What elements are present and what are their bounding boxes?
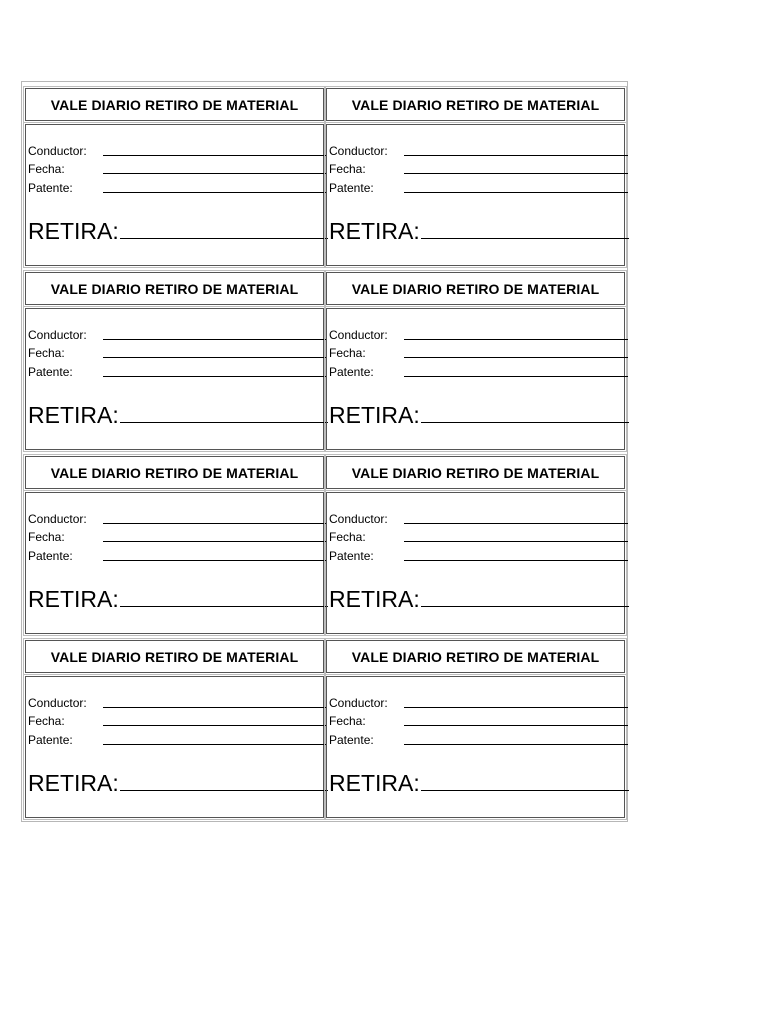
- date-label: Fecha:: [329, 530, 366, 544]
- plate-label: Patente:: [329, 733, 374, 747]
- retira-field: [329, 217, 629, 245]
- voucher-body: [25, 492, 324, 634]
- voucher-card: [325, 84, 627, 268]
- plate-label: Patente:: [28, 181, 73, 195]
- voucher-body: [25, 308, 324, 450]
- voucher-title: VALE DIARIO RETIRO DE MATERIAL: [326, 456, 625, 489]
- driver-line[interactable]: [404, 155, 628, 156]
- plate-line[interactable]: [404, 560, 628, 561]
- retira-line[interactable]: [120, 605, 328, 607]
- plate-label: Patente:: [28, 549, 73, 563]
- plate-label: Patente:: [28, 365, 73, 379]
- date-line[interactable]: [103, 173, 327, 174]
- retira-field: [28, 585, 328, 613]
- retira-label: RETIRA:: [28, 770, 119, 796]
- retira-line[interactable]: [421, 421, 629, 423]
- driver-line[interactable]: [404, 339, 628, 340]
- voucher-title: VALE DIARIO RETIRO DE MATERIAL: [25, 640, 324, 673]
- driver-label: Conductor:: [28, 696, 87, 710]
- voucher-card: [325, 268, 627, 452]
- plate-label: Patente:: [329, 549, 374, 563]
- plate-label: Patente:: [329, 181, 374, 195]
- driver-label: Conductor:: [28, 328, 87, 342]
- voucher-body: [25, 676, 324, 818]
- date-line[interactable]: [404, 725, 628, 726]
- retira-field: [28, 401, 328, 429]
- retira-line[interactable]: [120, 237, 328, 239]
- date-label: Fecha:: [329, 346, 366, 360]
- voucher-card: [325, 452, 627, 636]
- driver-line[interactable]: [404, 523, 628, 524]
- plate-line[interactable]: [103, 560, 327, 561]
- date-line[interactable]: [404, 541, 628, 542]
- driver-line[interactable]: [103, 155, 327, 156]
- voucher-card: [24, 636, 326, 820]
- retira-field: [329, 769, 629, 797]
- retira-field: [329, 401, 629, 429]
- plate-line[interactable]: [103, 376, 327, 377]
- date-label: Fecha:: [28, 530, 65, 544]
- date-line[interactable]: [103, 541, 327, 542]
- plate-line[interactable]: [404, 192, 628, 193]
- retira-label: RETIRA:: [28, 218, 119, 244]
- voucher-body: [25, 124, 324, 266]
- retira-field: [28, 217, 328, 245]
- voucher-card: [24, 84, 326, 268]
- driver-label: Conductor:: [329, 696, 388, 710]
- voucher-title: VALE DIARIO RETIRO DE MATERIAL: [326, 640, 625, 673]
- voucher-body: [326, 492, 625, 634]
- voucher-title: VALE DIARIO RETIRO DE MATERIAL: [25, 456, 324, 489]
- plate-label: Patente:: [329, 365, 374, 379]
- driver-label: Conductor:: [329, 328, 388, 342]
- voucher-sheet: [21, 81, 628, 822]
- date-label: Fecha:: [28, 714, 65, 728]
- retira-label: RETIRA:: [28, 586, 119, 612]
- retira-line[interactable]: [120, 789, 328, 791]
- voucher-card: [24, 268, 326, 452]
- retira-field: [329, 585, 629, 613]
- voucher-card: [24, 452, 326, 636]
- retira-label: RETIRA:: [329, 586, 420, 612]
- voucher-body: [326, 676, 625, 818]
- voucher-body: [326, 308, 625, 450]
- driver-line[interactable]: [103, 707, 327, 708]
- voucher-card: [325, 636, 627, 820]
- retira-label: RETIRA:: [329, 402, 420, 428]
- driver-line[interactable]: [404, 707, 628, 708]
- date-label: Fecha:: [329, 162, 366, 176]
- retira-label: RETIRA:: [329, 218, 420, 244]
- date-line[interactable]: [103, 357, 327, 358]
- voucher-title: VALE DIARIO RETIRO DE MATERIAL: [326, 88, 625, 121]
- plate-line[interactable]: [103, 744, 327, 745]
- date-line[interactable]: [404, 173, 628, 174]
- plate-line[interactable]: [103, 192, 327, 193]
- date-line[interactable]: [103, 725, 327, 726]
- voucher-body: [326, 124, 625, 266]
- date-line[interactable]: [404, 357, 628, 358]
- plate-line[interactable]: [404, 744, 628, 745]
- retira-label: RETIRA:: [329, 770, 420, 796]
- voucher-title: VALE DIARIO RETIRO DE MATERIAL: [326, 272, 625, 305]
- date-label: Fecha:: [28, 346, 65, 360]
- driver-line[interactable]: [103, 339, 327, 340]
- voucher-title: VALE DIARIO RETIRO DE MATERIAL: [25, 272, 324, 305]
- retira-label: RETIRA:: [28, 402, 119, 428]
- driver-label: Conductor:: [28, 144, 87, 158]
- retira-line[interactable]: [421, 605, 629, 607]
- retira-line[interactable]: [120, 421, 328, 423]
- driver-label: Conductor:: [329, 512, 388, 526]
- plate-label: Patente:: [28, 733, 73, 747]
- retira-line[interactable]: [421, 789, 629, 791]
- driver-label: Conductor:: [329, 144, 388, 158]
- voucher-title: VALE DIARIO RETIRO DE MATERIAL: [25, 88, 324, 121]
- date-label: Fecha:: [28, 162, 65, 176]
- driver-label: Conductor:: [28, 512, 87, 526]
- retira-line[interactable]: [421, 237, 629, 239]
- date-label: Fecha:: [329, 714, 366, 728]
- driver-line[interactable]: [103, 523, 327, 524]
- plate-line[interactable]: [404, 376, 628, 377]
- retira-field: [28, 769, 328, 797]
